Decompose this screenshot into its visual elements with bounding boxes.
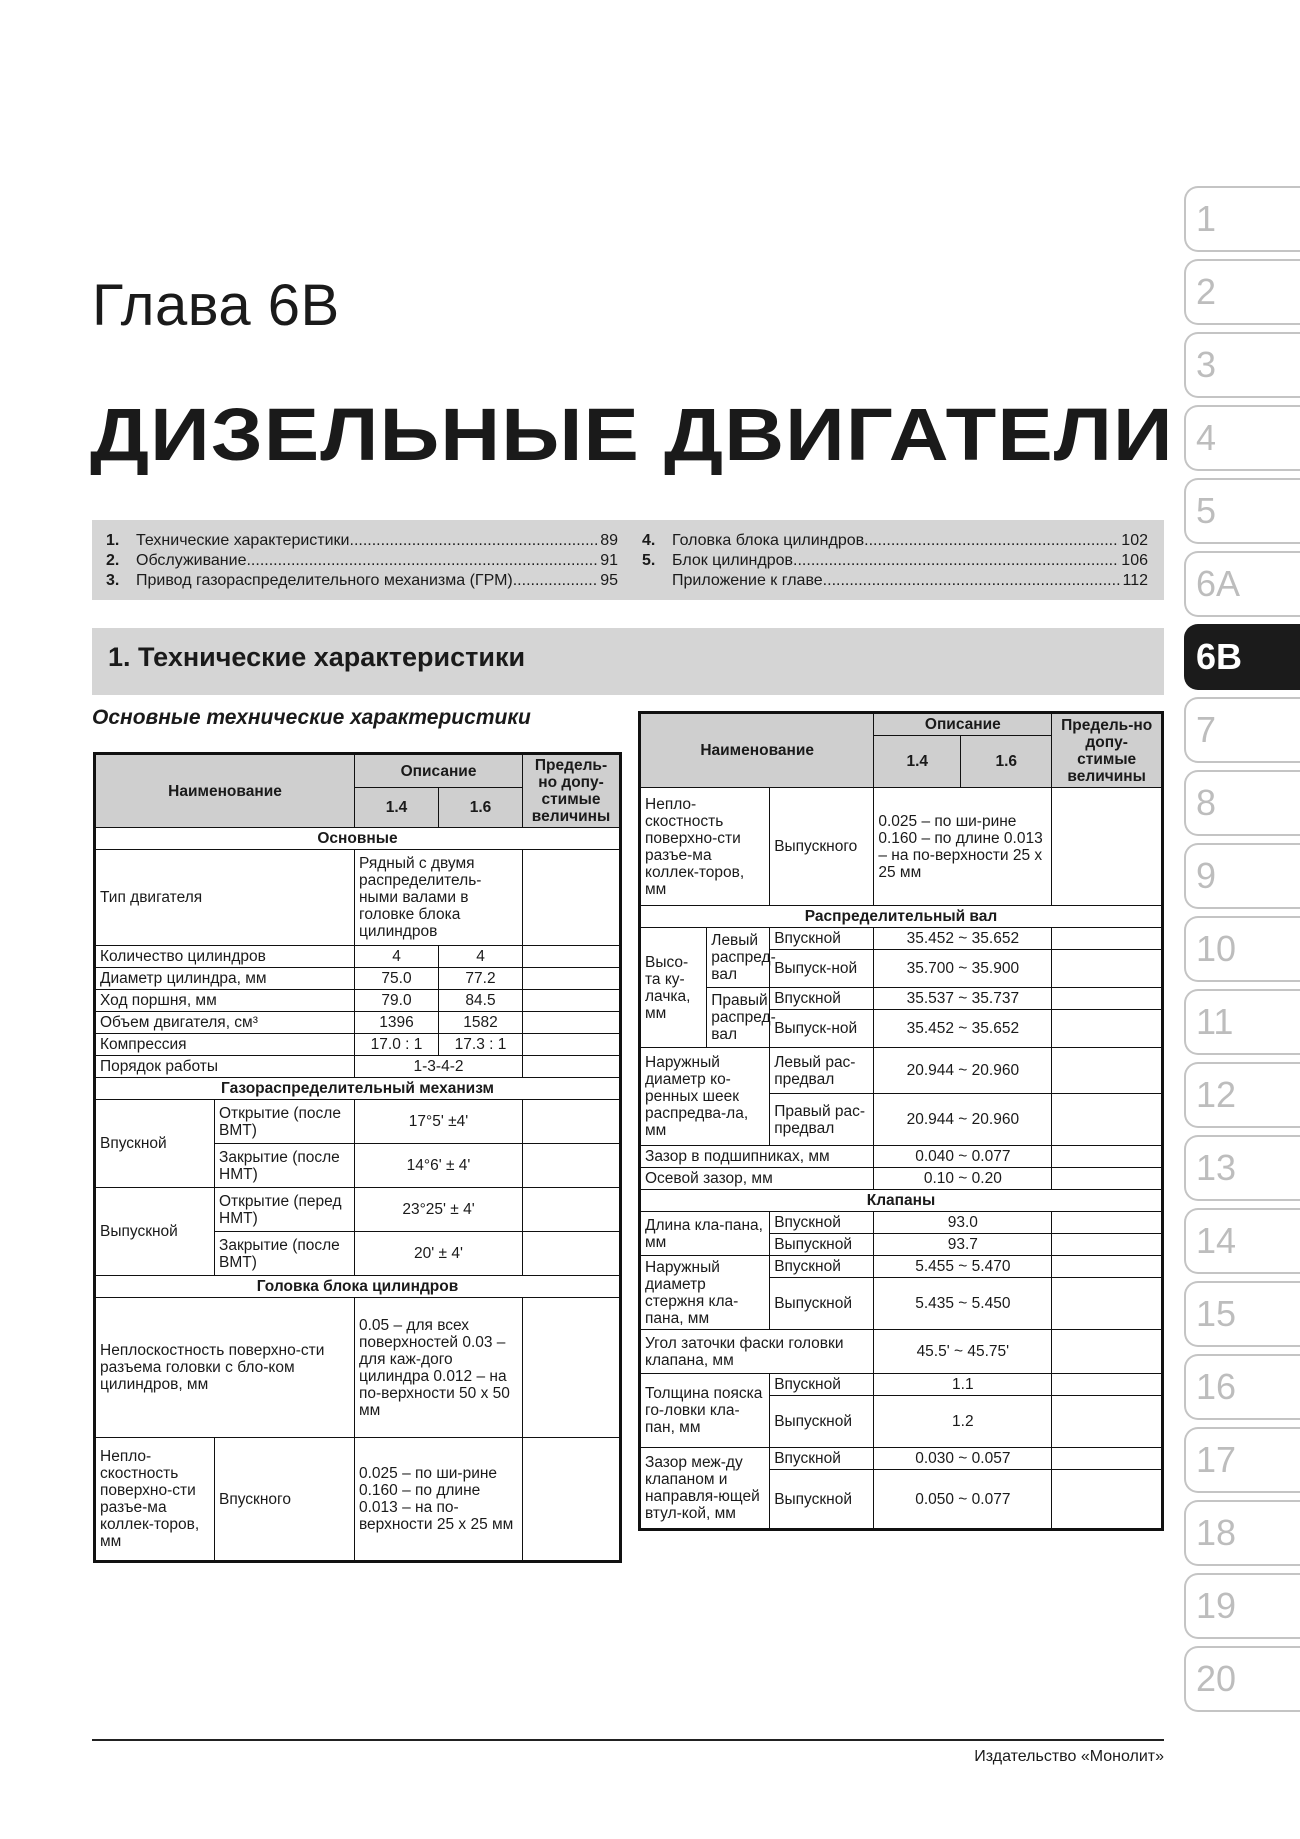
- row-label: Высо-та ку-лачка, мм: [640, 928, 707, 1048]
- toc-item[interactable]: 2. Обслуживание ..... 91: [106, 551, 618, 571]
- header-description: Описание: [874, 713, 1052, 736]
- section-title: 1. Технические характеристики: [108, 642, 526, 672]
- chapter-tab-label: 20: [1196, 1658, 1237, 1699]
- chapter-tab-5[interactable]: [1184, 478, 1300, 544]
- row-label: Непло-скостность поверхно-сти разъе-ма коллек-торов, мм: [640, 788, 770, 906]
- chapter-tab-11[interactable]: [1184, 989, 1300, 1055]
- chapter-tab-20[interactable]: [1184, 1646, 1300, 1712]
- chapter-tab-17[interactable]: [1184, 1427, 1300, 1493]
- chapter-tab-6a[interactable]: [1184, 551, 1300, 617]
- chapter-tab-label: 1: [1196, 198, 1217, 239]
- header-1-6: 1.6: [439, 788, 523, 828]
- chapter-tab-15[interactable]: [1184, 1281, 1300, 1347]
- chapter-tab-8[interactable]: [1184, 770, 1300, 836]
- chapter-tab-18[interactable]: [1184, 1500, 1300, 1566]
- header-limits: Предель-но допу-стимые величины: [523, 754, 621, 828]
- row-value: Рядный с двумя распределитель-ными валами в головке блока цилиндров: [355, 850, 523, 946]
- toc-column-right: [642, 531, 1148, 591]
- row-label: Толщина пояска го-ловки кла-пан, мм: [640, 1374, 770, 1448]
- toc-column-left: [106, 531, 618, 591]
- section-row: Основные: [95, 828, 621, 850]
- chapter-tab-label: 2: [1196, 271, 1217, 312]
- chapter-tab-9[interactable]: [1184, 843, 1300, 909]
- chapter-tab-label: 15: [1196, 1293, 1237, 1334]
- chapter-tab-label: 17: [1196, 1439, 1237, 1480]
- section-row: Клапаны: [640, 1190, 1163, 1212]
- chapter-tab-label: 10: [1196, 928, 1237, 969]
- section-header: [92, 628, 1164, 695]
- chapter-tab-label: 6A: [1196, 563, 1241, 604]
- header-1-4: 1.4: [874, 736, 961, 788]
- chapter-tab-label: 8: [1196, 782, 1217, 823]
- chapter-tab-16[interactable]: [1184, 1354, 1300, 1420]
- row-label: Наружный диаметр стержня кла-пана, мм: [640, 1256, 770, 1330]
- chapter-tab-19[interactable]: [1184, 1573, 1300, 1639]
- table-of-contents: [92, 520, 1164, 600]
- toc-item[interactable]: 4. Головка блока цилиндров ..... 102: [642, 531, 1148, 551]
- chapter-tab-label: 12: [1196, 1074, 1237, 1115]
- chapter-label: Глава 6В: [92, 273, 340, 338]
- section-row: Распределительный вал: [640, 906, 1163, 928]
- chapter-tab-label: 16: [1196, 1366, 1237, 1407]
- chapter-tab-label: 14: [1196, 1220, 1237, 1261]
- chapter-tab-13[interactable]: [1184, 1135, 1300, 1201]
- page-title: ДИЗЕЛЬНЫЕ ДВИГАТЕЛИ: [90, 393, 1174, 476]
- row-label: Осевой зазор, мм: [640, 1168, 874, 1190]
- chapter-tab-label: 3: [1196, 344, 1217, 385]
- chapter-tab-label: 4: [1196, 417, 1217, 458]
- chapter-tab-label: 19: [1196, 1585, 1237, 1626]
- toc-item[interactable]: 3. Привод газораспределительного механизма (ГРМ) ..... 95: [106, 571, 618, 591]
- toc-item[interactable]: 1. Технические характеристики ..... 89: [106, 531, 618, 551]
- chapter-tab-14[interactable]: [1184, 1208, 1300, 1274]
- header-name: Наименование: [95, 754, 355, 828]
- row-label: Впускной: [95, 1100, 215, 1188]
- spec-table-left: Наименование Описание Предель-но допу-стимые величины 1.4 1.6 Основные Тип двигателя Рядный с двумя распределитель-ными валами в головке блока цилиндров Количество цилиндров 4 4 Диаметр цилиндра, мм 75.0 77.2 Ход поршня, мм 79.0 84.5 Объем двигателя, см³ 1396 1582 Компрессия 17.0 : 1 17.3 : 1 Порядок работы 1-3-4-2 Газораспределительный механизм Впускной Открытие (после ВМТ) 17°5' ±4' Закрытие (после НМТ) 14°6' ± 4' Выпускной Открытие (перед НМТ) 23°25' ± 4' Закрытие (после ВМТ) 20' ± 4' Головка блока цилиндров Неплоскостность поверхно-сти разъема головки с бло-ком цилиндров, мм 0.05 – для всех поверхностей 0.03 – для каж-дого цилиндра 0.012 – на по-верхности 50 x 50 мм Непло-скостность поверхно-сти разъе-ма коллек-торов, мм Впускного 0.025 – по ши-рине 0.160 – по длине 0.013 – на по-верхности 25 x 25 мм: [93, 752, 622, 1563]
- row-label: Объем двигателя, см³: [95, 1012, 355, 1034]
- chapter-tab-label: 11: [1196, 1001, 1234, 1042]
- chapter-tab-1[interactable]: [1184, 186, 1300, 252]
- chapter-tab-label: 18: [1196, 1512, 1237, 1553]
- chapter-tab-label: 5: [1196, 490, 1217, 531]
- header-limits: Предель-но допу-стимые величины: [1052, 713, 1163, 788]
- row-label: Наружный диаметр ко-ренных шеек распредва-ла, мм: [640, 1048, 770, 1146]
- chapter-tab-3[interactable]: [1184, 332, 1300, 398]
- spec-table-right: Наименование Описание Предель-но допу-стимые величины 1.4 1.6 Непло-скостность поверхно-сти разъе-ма коллек-торов, мм Выпускного 0.025 – по ши-рине 0.160 – по длине 0.013 – на по-верхности 25 x 25 мм Распределительный вал Высо-та ку-лачка, мм Левый распред-вал Впускной 35.452 ~ 35.652 Выпуск-ной 35.700 ~ 35.900 Правый распред-вал Впускной 35.537 ~ 35.737 Выпуск-ной 35.452 ~ 35.652 Наружный диаметр ко-ренных шеек распредва-ла, мм Левый рас-предвал 20.944 ~ 20.960 Правый рас-предвал 20.944 ~ 20.960 Зазор в подшипниках, мм 0.040 ~ 0.077 Осевой зазор, мм 0.10 ~ 0.20 Клапаны Длина кла-пана, мм Впускной 93.0 Выпускной 93.7 Наружный диаметр стержня кла-пана, мм Впускной 5.455 ~ 5.470 Выпускной 5.435 ~ 5.450 Угол заточки фаски головки клапана, мм 45.5' ~ 45.75' Толщина пояска го-ловки кла-пан, мм Впускной 1.1 Выпускной 1.2 Зазор меж-ду клапаном и направля-ющей втул-кой, мм Впускной 0.030 ~ 0.057 Выпускной 0.050 ~ 0.077: [638, 711, 1164, 1531]
- subsection-title: Основные технические характеристики: [92, 706, 531, 729]
- chapter-tab-7[interactable]: [1184, 697, 1300, 763]
- row-label: Порядок работы: [95, 1056, 355, 1078]
- publisher-credit: Издательство «Монолит»: [974, 1748, 1164, 1765]
- row-label: Тип двигателя: [95, 850, 355, 946]
- section-row: Головка блока цилиндров: [95, 1276, 621, 1298]
- chapter-tab-6b[interactable]: [1184, 624, 1300, 690]
- header-1-6: 1.6: [961, 736, 1052, 788]
- toc-item[interactable]: 5. Блок цилиндров ..... 106: [642, 551, 1148, 571]
- header-1-4: 1.4: [355, 788, 439, 828]
- row-label: Неплоскостность поверхно-сти разъема головки с бло-ком цилиндров, мм: [95, 1298, 355, 1438]
- row-label: Компрессия: [95, 1034, 355, 1056]
- section-row: Газораспределительный механизм: [95, 1078, 621, 1100]
- row-label: Зазор меж-ду клапаном и направля-ющей втул-кой, мм: [640, 1448, 770, 1530]
- header-description: Описание: [355, 754, 523, 788]
- row-label: Диаметр цилиндра, мм: [95, 968, 355, 990]
- row-label: Длина кла-пана, мм: [640, 1212, 770, 1256]
- chapter-tab-12[interactable]: [1184, 1062, 1300, 1128]
- chapter-tab-label: 13: [1196, 1147, 1237, 1188]
- footer-rule: [92, 1739, 1164, 1741]
- row-label: Непло-скостность поверхно-сти разъе-ма коллек-торов, мм: [95, 1438, 215, 1562]
- chapter-tab-label: 9: [1196, 855, 1217, 896]
- chapter-tab-4[interactable]: [1184, 405, 1300, 471]
- row-label: Количество цилиндров: [95, 946, 355, 968]
- chapter-tab-label: 7: [1196, 709, 1217, 750]
- chapter-tab-10[interactable]: [1184, 916, 1300, 982]
- row-label: Выпускной: [95, 1188, 215, 1276]
- chapter-tab-label: 6B: [1196, 636, 1243, 677]
- row-label: Угол заточки фаски головки клапана, мм: [640, 1330, 874, 1374]
- header-name: Наименование: [640, 713, 874, 788]
- chapter-tab-2[interactable]: [1184, 259, 1300, 325]
- row-label: Ход поршня, мм: [95, 990, 355, 1012]
- row-label: Зазор в подшипниках, мм: [640, 1146, 874, 1168]
- toc-item[interactable]: Приложение к главе ..... 112: [642, 571, 1148, 591]
